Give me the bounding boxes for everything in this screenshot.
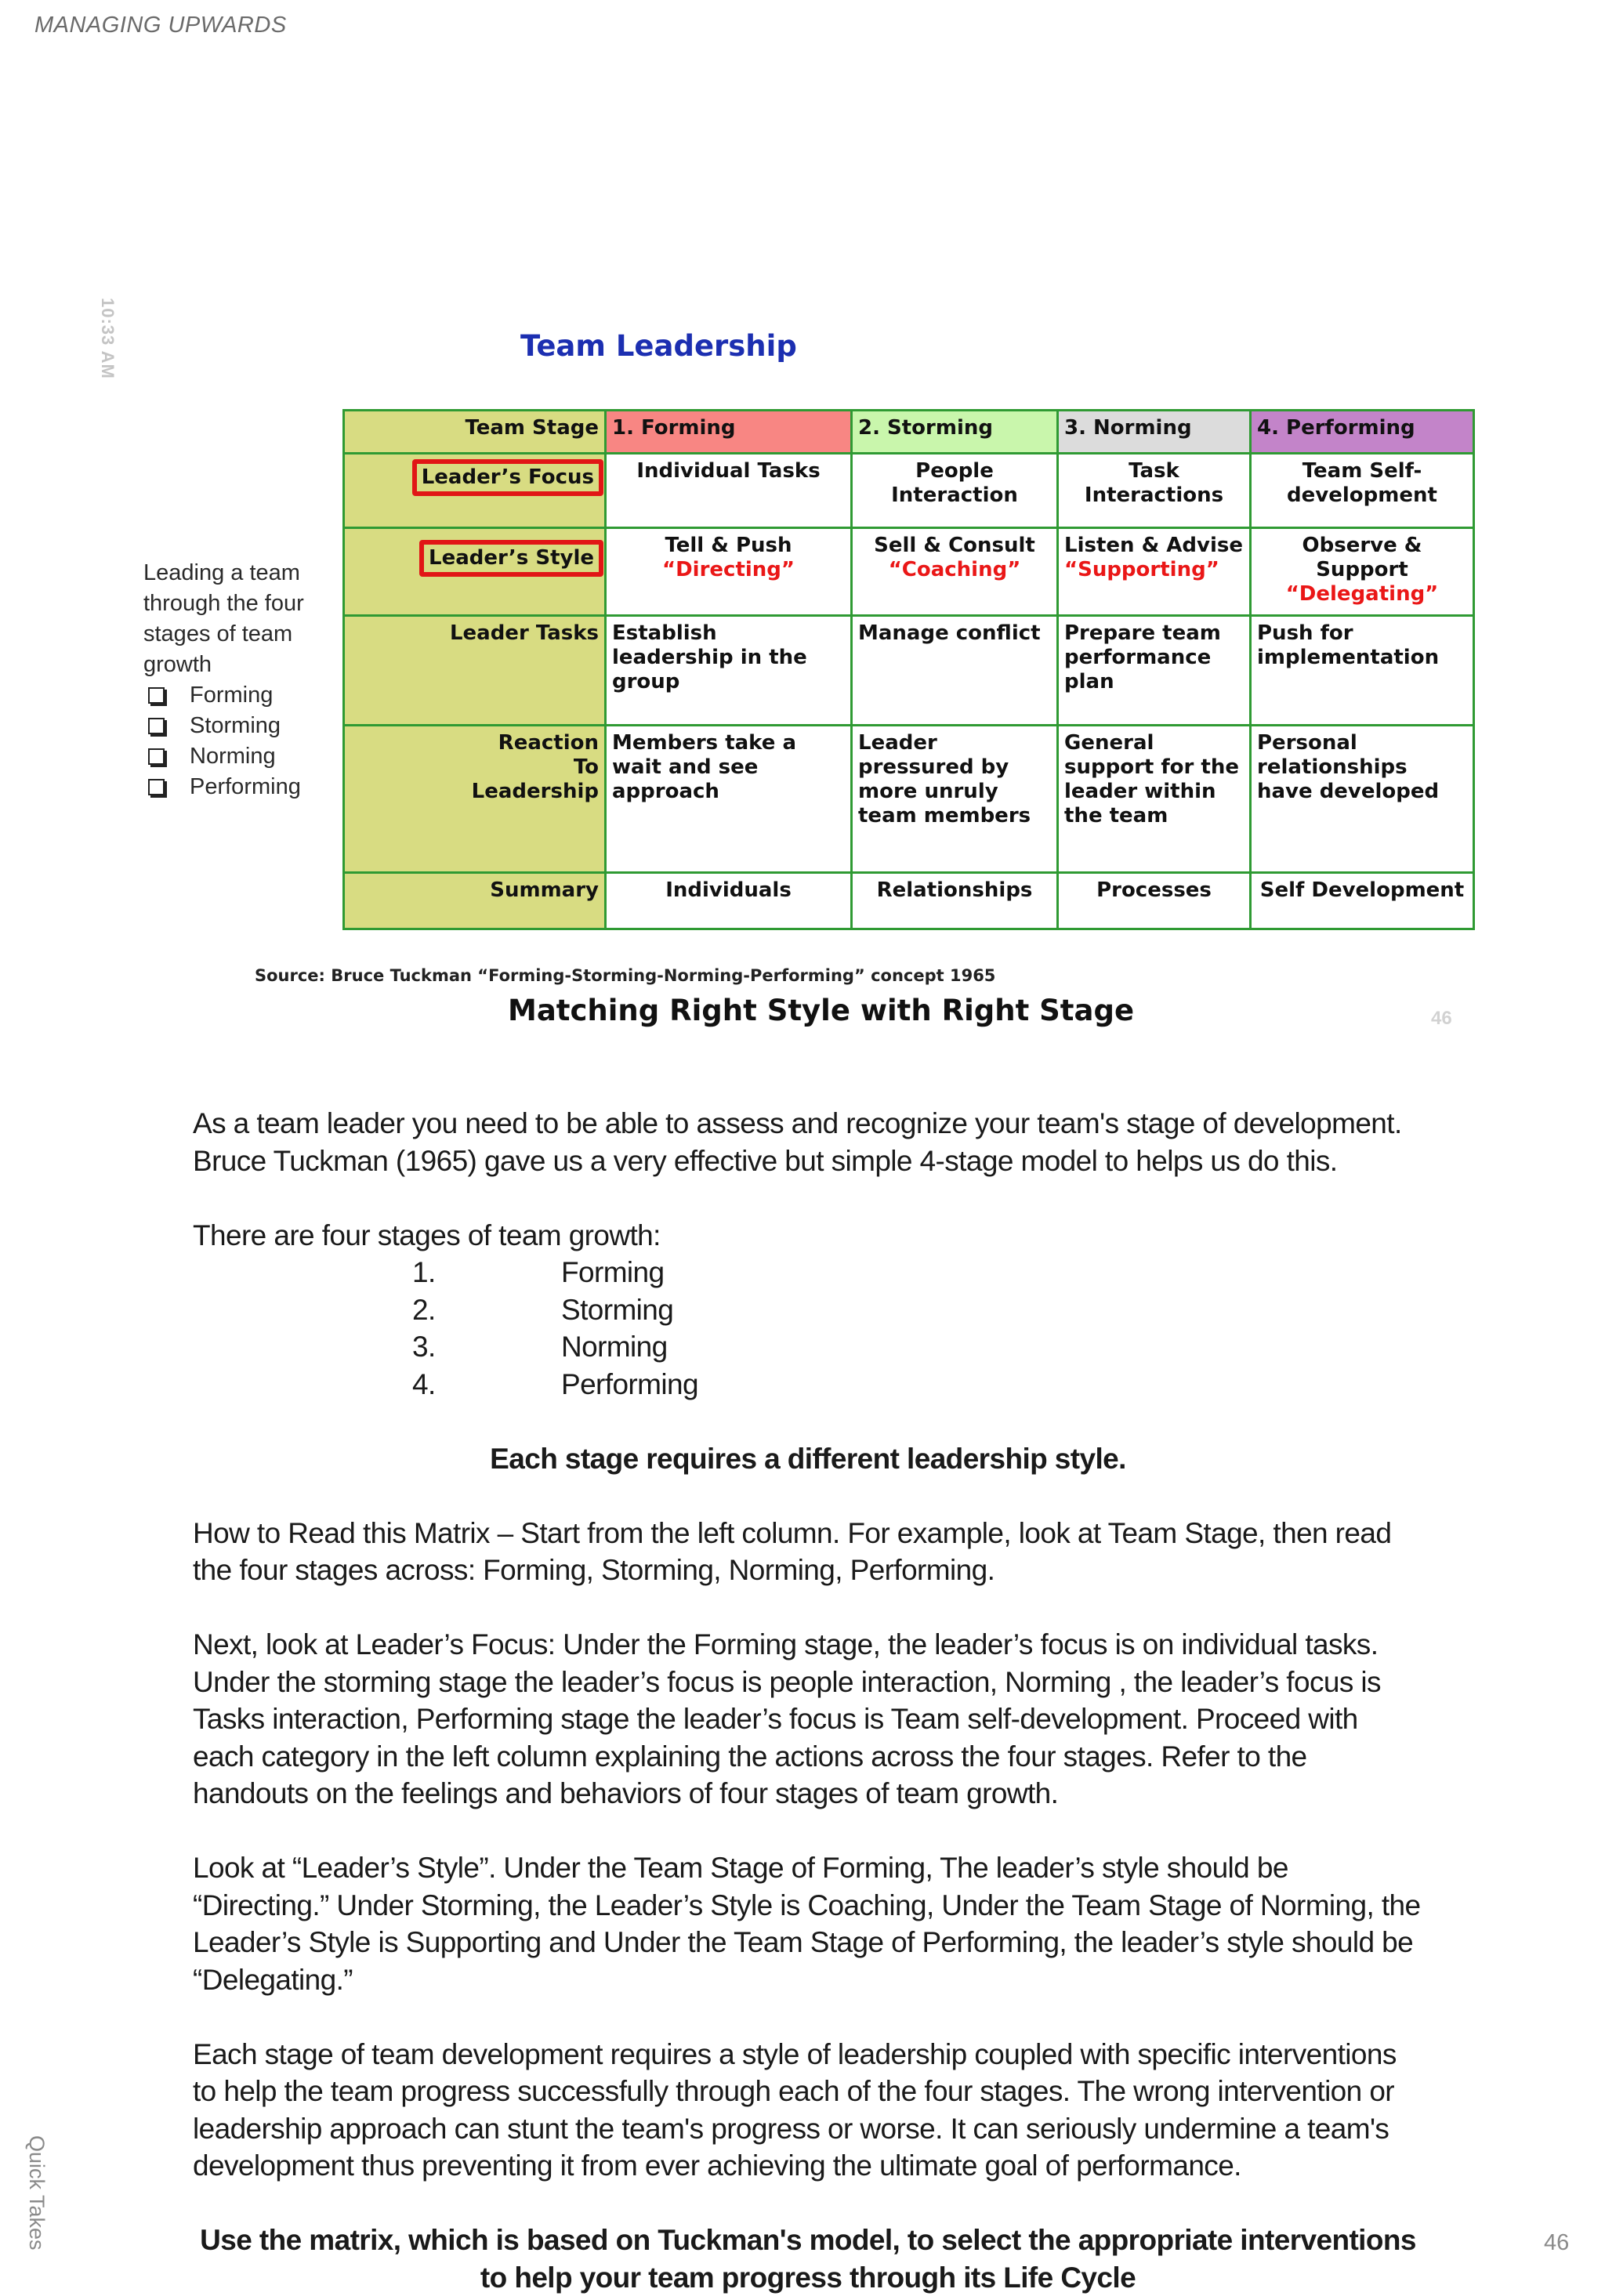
row-label-leaders-focus-cell xyxy=(344,454,606,528)
summary-cell: Relationships xyxy=(852,873,1058,929)
running-head: MANAGING UPWARDS xyxy=(34,13,287,38)
side-note-item: Performing xyxy=(143,772,332,802)
style-cell: Listen & Advise “Supporting” xyxy=(1058,528,1251,616)
list-item: 1. Forming xyxy=(412,1256,665,1288)
row-label-leaders-focus: Leader’s Focus xyxy=(412,459,603,496)
paragraph-interventions: Each stage of team development requires a style of leadership coupled with specific interventions to help the team progress successfully through each of the four stages. The wrong intervention or leadership approach can stunt the team's progress or worse. It can seriously undermine a team's development thus preventing it from ever achieving the ultimate goal of performance. xyxy=(193,2037,1397,2182)
body-text xyxy=(193,1105,1423,2296)
slide-title: Team Leadership xyxy=(520,329,797,363)
stage-norming: 3. Norming xyxy=(1058,411,1251,454)
paragraph-style: Look at “Leader’s Style”. Under the Team Stage of Forming, The leader’s style should be “Directing.” Under Storming, the Leader’s Style is Coaching, Under the Team Stage of Norming, the Leader’s Style is Supporting and Under the Team Stage of Performing, the leader’s style should be “Delegating.” xyxy=(193,1852,1421,1996)
side-note-intro: Leading a team through the four stages of team growth xyxy=(143,560,304,677)
slide-number: 46 xyxy=(1431,1008,1452,1029)
style-cell: Sell & Consult “Coaching” xyxy=(852,528,1058,616)
stage-performing: 4. Performing xyxy=(1251,411,1474,454)
emphasis-line: Each stage requires a different leadership style. xyxy=(490,1442,1126,1475)
reaction-cell: Personal relationships have developed xyxy=(1251,726,1474,873)
matrix-row-leaders-focus xyxy=(344,454,1474,528)
row-label-summary: Summary xyxy=(344,873,606,929)
paragraph-focus: Next, look at Leader’s Focus: Under the Forming stage, the leader’s focus is on individual tasks. Under the storming stage the leader’s focus is people interaction, Norming , the leader’s focus is Tasks interaction, Performing stage the leader’s focus is Team self-development. Proceed with each category in the left column explaining the actions across the four stages. Refer to the handouts on the feelings and behaviors of four stages of team growth. xyxy=(193,1628,1381,1809)
matrix-row-leaders-style xyxy=(344,528,1474,616)
row-label-leaders-style-cell xyxy=(344,528,606,616)
summary-cell: Processes xyxy=(1058,873,1251,929)
row-label-leaders-style: Leader’s Style xyxy=(419,540,603,577)
task-cell: Push for implementation xyxy=(1251,616,1474,726)
focus-cell: People Interaction xyxy=(852,454,1058,528)
side-note-item: Norming xyxy=(143,741,332,772)
summary-cell: Self Development xyxy=(1251,873,1474,929)
matrix-row-leader-tasks xyxy=(344,616,1474,726)
focus-cell: Team Self-development xyxy=(1251,454,1474,528)
side-tab-label: Quick Takes xyxy=(25,2135,49,2251)
task-cell: Establish leadership in the group xyxy=(606,616,852,726)
closing-line: Use the matrix, which is based on Tuckman's model, to select the appropriate interventions to help your team progress through its Life Cycle xyxy=(200,2224,1416,2294)
paragraph-intro: As a team leader you need to be able to assess and recognize your team's stage of development. Bruce Tuckman (1965) gave us a very effective but simple 4-stage model to helps us do this. xyxy=(193,1107,1402,1177)
row-label-team-stage: Team Stage xyxy=(344,411,606,454)
matrix-row-reaction xyxy=(344,726,1474,873)
checkbox-icon xyxy=(148,748,165,765)
page-number: 46 xyxy=(1544,2230,1570,2255)
list-item: 3. Norming xyxy=(412,1331,668,1363)
list-item: 2. Storming xyxy=(412,1293,674,1326)
paragraph-stages: There are four stages of team growth: xyxy=(193,1219,661,1251)
matrix-row-summary xyxy=(344,873,1474,929)
row-label-reaction: Reaction To Leadership xyxy=(344,726,606,873)
paragraph-how-to-read: How to Read this Matrix – Start from the left column. For example, look at Team Stage, then read the four stages across: Forming, Storming, Norming, Performing. xyxy=(193,1516,1392,1586)
checkbox-icon xyxy=(148,718,165,734)
stages-list xyxy=(193,1254,1423,1403)
side-note-item: Forming xyxy=(143,680,332,711)
reaction-cell: Members take a wait and see approach xyxy=(606,726,852,873)
matrix-row-team-stage xyxy=(344,411,1474,454)
style-cell: Tell & Push “Directing” xyxy=(606,528,852,616)
focus-cell: Task Interactions xyxy=(1058,454,1251,528)
slide-timestamp: 10:33 AM xyxy=(98,298,118,379)
checkbox-icon xyxy=(148,687,165,704)
side-note xyxy=(143,558,332,802)
reaction-cell: General support for the leader within the team xyxy=(1058,726,1251,873)
task-cell: Prepare team performance plan xyxy=(1058,616,1251,726)
style-cell: Observe & Support “Delegating” xyxy=(1251,528,1474,616)
team-leadership-matrix xyxy=(342,409,1475,930)
checkbox-icon xyxy=(148,779,165,795)
task-cell: Manage conflict xyxy=(852,616,1058,726)
reaction-cell: Leader pressured by more unruly team members xyxy=(852,726,1058,873)
list-item: 4. Performing xyxy=(412,1367,698,1400)
focus-cell: Individual Tasks xyxy=(606,454,852,528)
summary-cell: Individuals xyxy=(606,873,852,929)
row-label-leader-tasks: Leader Tasks xyxy=(344,616,606,726)
slide-source: Source: Bruce Tuckman “Forming-Storming-Norming-Performing” concept 1965 xyxy=(255,966,996,985)
side-note-item: Storming xyxy=(143,711,332,741)
stage-forming: 1. Forming xyxy=(606,411,852,454)
slide-caption: Matching Right Style with Right Stage xyxy=(508,994,1135,1027)
stage-storming: 2. Storming xyxy=(852,411,1058,454)
